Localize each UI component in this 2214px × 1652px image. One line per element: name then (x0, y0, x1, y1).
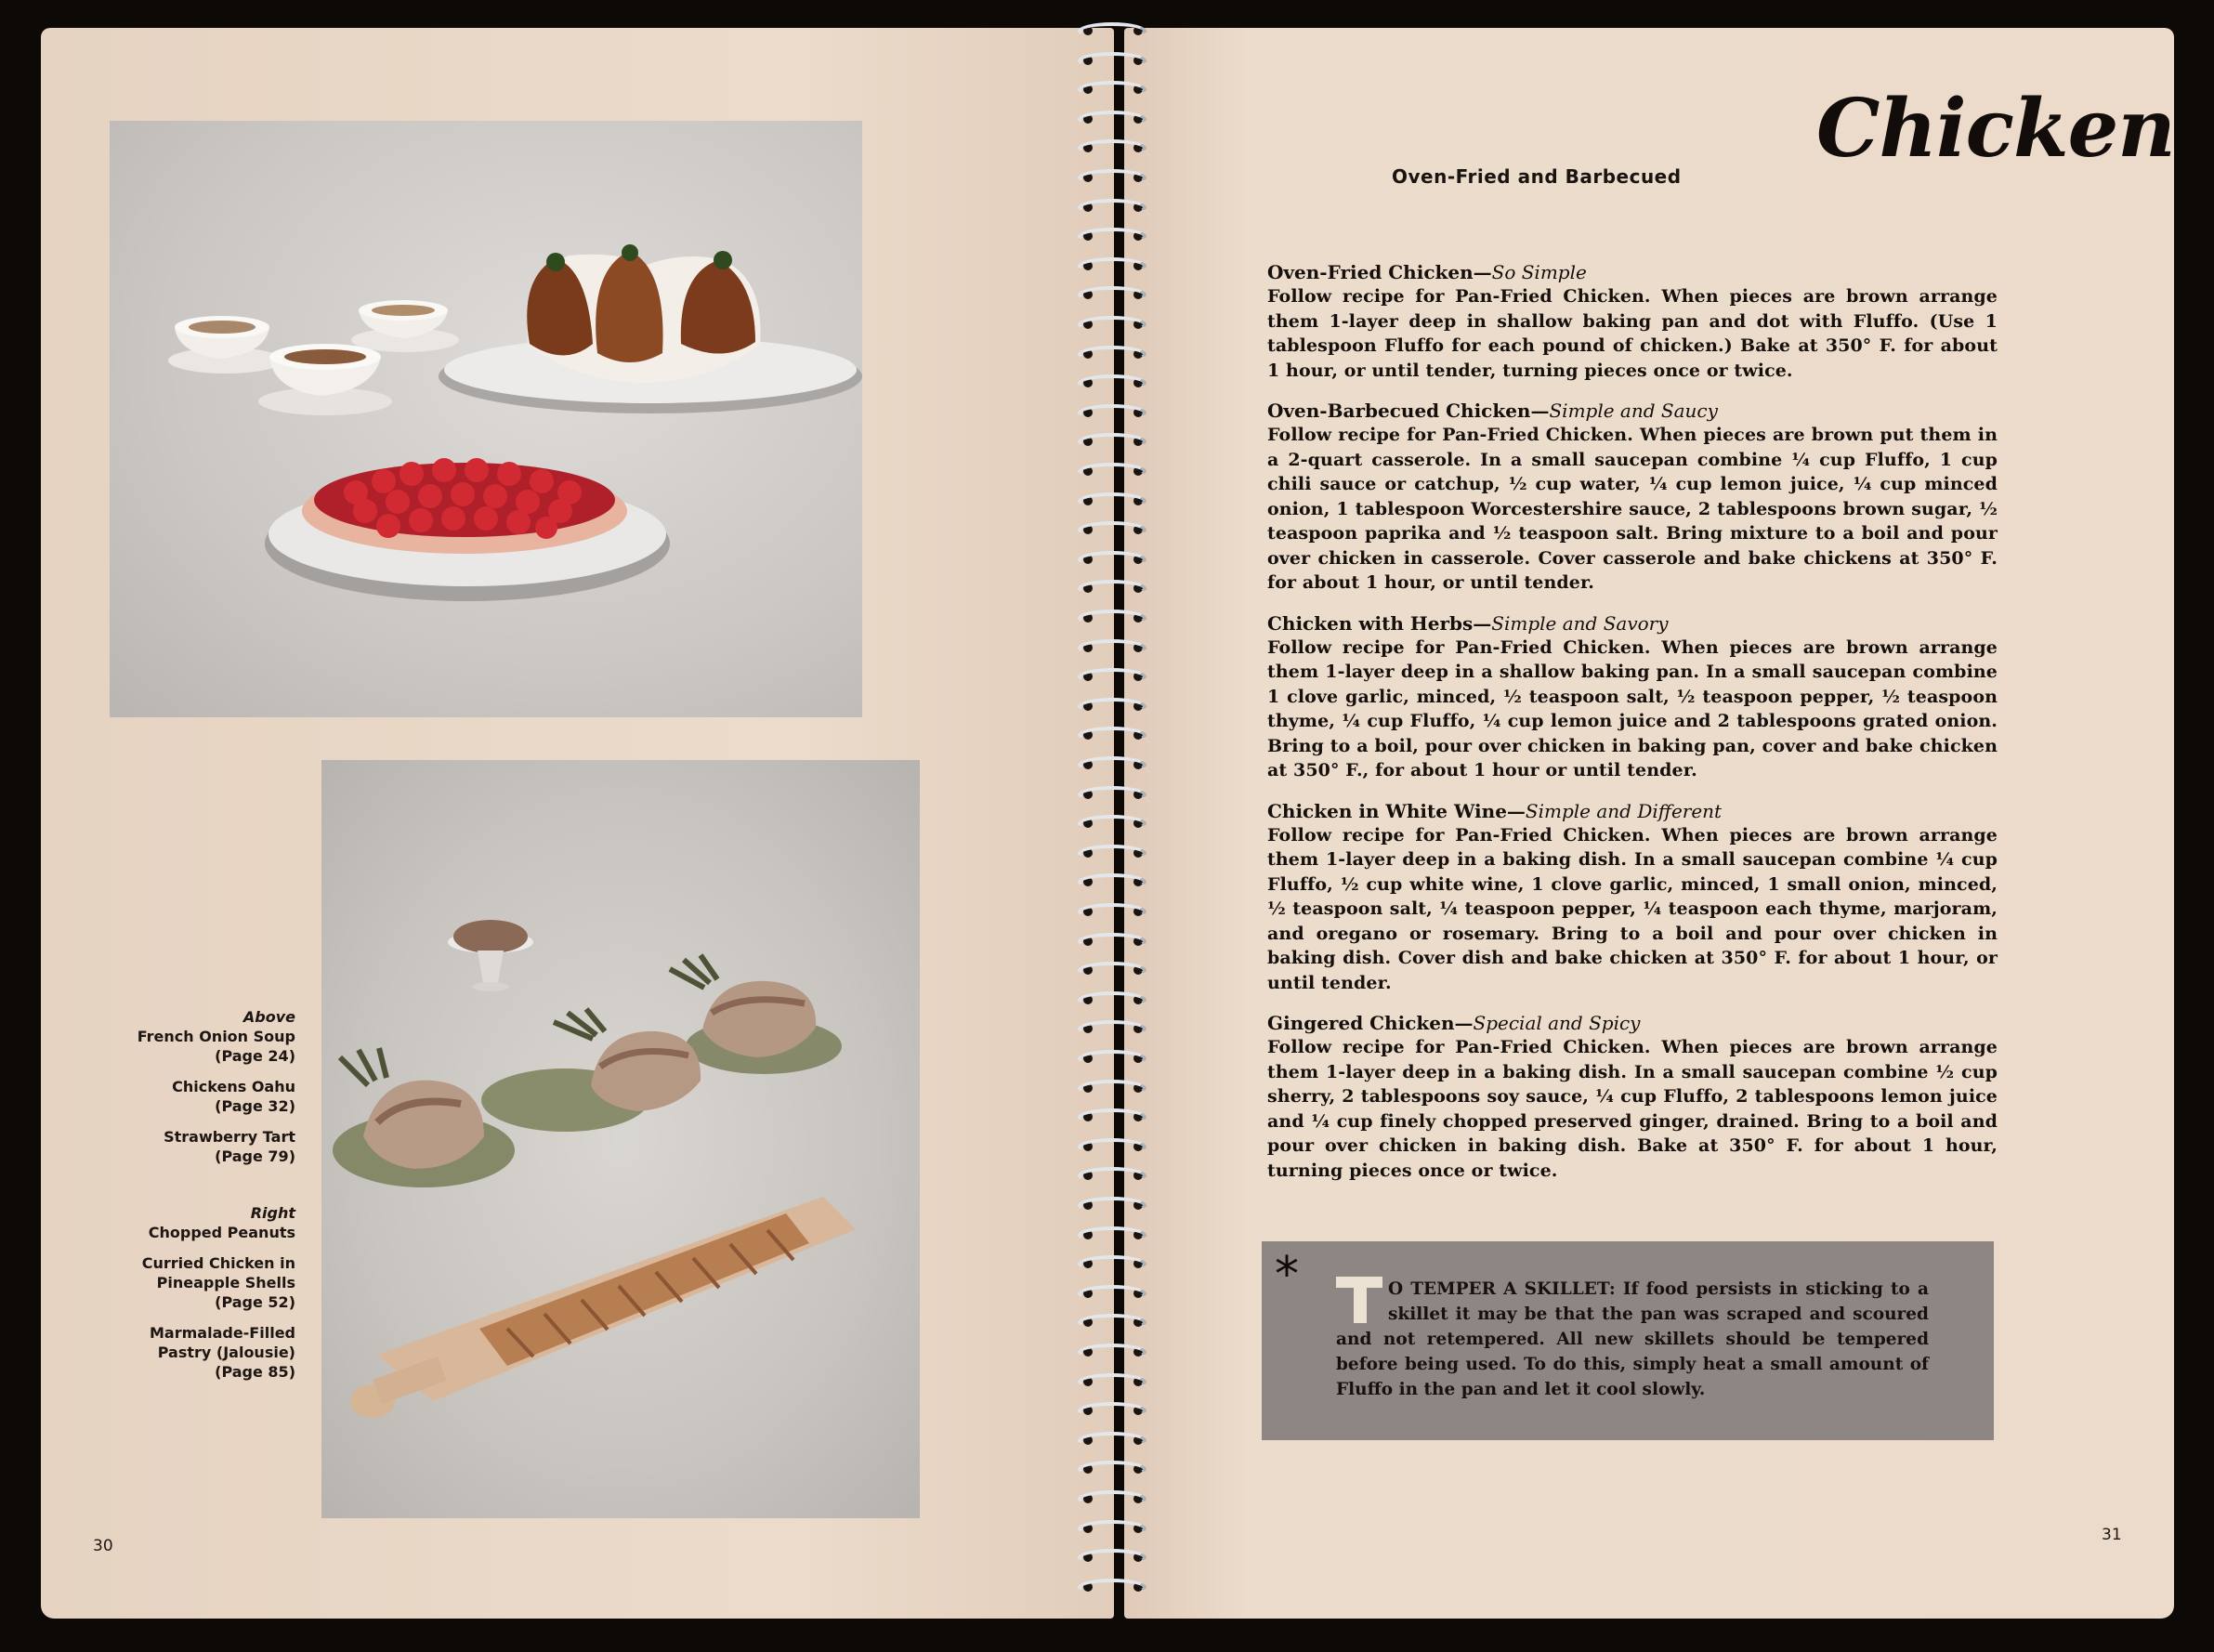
recipe-tagline: Special and Spicy (1473, 1012, 1641, 1034)
spiral-coil (1068, 256, 1152, 276)
spiral-coil (1068, 373, 1152, 393)
spiral-coil (1068, 1048, 1152, 1069)
tip-text (1336, 1277, 1929, 1402)
spiral-coil (1068, 1547, 1152, 1567)
spiral-coil (1068, 1165, 1152, 1186)
spiral-coil (1068, 666, 1152, 687)
recipe-text: Follow recipe for Pan-Fried Chicken. When pieces are brown arrange them 1-layer deep in shallow baking pan and dot with Fluffo. (Use 1 tablespoon Fluffo for each pound of chicken.) Bake at 350° F. for about 1 hour, or until tender, turning pieces once or twice. (1267, 286, 1998, 381)
recipe-text: Follow recipe for Pan-Fried Chicken. When pieces are brown arrange them 1-layer deep in a baking dish. In a small saucepan combine ¼ cup Fluffo, ½ cup white wine, 1 clove garlic, minced, 1 small onion, minced, ½ teaspoon salt, ¼ teaspoon pepper, ¼ teaspoon each thyme, marjoram, and oregano or rosemary. Bring to a boil and pour over chicken in baking dish. Cover dish and bake chicken at 350° F. for about 1 hour, or until tender. (1267, 824, 1998, 993)
recipe-tagline: Simple and Saucy (1549, 400, 1718, 422)
caption-item: Curried Chicken in (141, 1254, 295, 1272)
spiral-coil (1068, 167, 1152, 188)
spiral-coil (1068, 1577, 1152, 1597)
spiral-coil (1068, 20, 1152, 41)
tip-lead: O TEMPER A SKILLET: (1388, 1279, 1616, 1299)
spiral-coil (1068, 1136, 1152, 1157)
caption-page: (Page 24) (215, 1047, 295, 1065)
spiral-coil (1068, 872, 1152, 892)
caption-item: Pastry (Jalousie) (157, 1344, 295, 1361)
spiral-binding (1068, 20, 1166, 1628)
recipe-tagline: Simple and Savory (1491, 611, 1669, 635)
recipe-oven-barbecued: Oven-Barbecued Chicken—Simple and Saucy Follow recipe for Pan-Fried Chicken. When pieces are brown put them in a 2-quart casserole. In a small saucepan combine ¼ cup Fluffo, 1 cup chili sauce or catchup, ½ cup water, ¼ cup lemon juice, ¼ cup minced onion, 1 tablespoon Worcestershire sauce, 2 tablespoons brown sugar, ½ teaspoon paprika and ½ teaspoon salt. Bring mixture to a boil and pour over chicken in casserole. Cover casserole and bake chickens at 350° F. for about 1 hour, or until tender. (1267, 399, 1998, 596)
recipe-name: Oven-Fried Chicken (1267, 261, 1474, 283)
recipe-gingered: Gingered Chicken—Special and Spicy Follow recipe for Pan-Fried Chicken. When pieces are brown arrange them 1-layer deep in a baking dish. In a small saucepan combine ½ cup sherry, 2 tablespoons soy sauce, ¼ cup Fluffo, 2 tablespoons lemon juice and ¼ cup finely chopped preserved ginger, drained. Bring to a boil and pour over chicken in baking dish. Bake at 350° F. for about 1 hour, turning pieces once or twice. (1267, 1011, 1998, 1183)
caption-item: Pineapple Shells (156, 1274, 295, 1291)
spiral-coil (1068, 696, 1152, 716)
spiral-coil (1068, 813, 1152, 833)
spiral-coil (1068, 284, 1152, 305)
caption-page: (Page 32) (215, 1097, 295, 1115)
spiral-coil (1068, 1078, 1152, 1098)
spiral-coil (1068, 109, 1152, 129)
recipe-tagline: So Simple (1491, 261, 1587, 283)
spiral-coil (1068, 578, 1152, 598)
spiral-coil (1068, 226, 1152, 246)
dropcap-t-icon (1336, 1277, 1382, 1323)
recipe-white-wine: Chicken in White Wine—Simple and Different Follow recipe for Pan-Fried Chicken. When pieces are brown arrange them 1-layer deep in a baking dish. In a small saucepan combine ¼ cup Fluffo, ½ cup white wine, 1 clove garlic, minced, 1 small onion, minced, ½ teaspoon salt, ¼ teaspoon pepper, ¼ teaspoon each thyme, marjoram, and oregano or rosemary. Bring to a boil and pour over chicken in baking dish. Cover dish and bake chicken at 350° F. for about 1 hour, or until tender. (1267, 799, 1998, 996)
tip-box (1262, 1241, 1994, 1440)
recipe-text: Follow recipe for Pan-Fried Chicken. When pieces are brown put them in a 2-quart casserole. In a small saucepan combine ¼ cup Fluffo, 1 cup chili sauce or catchup, ½ cup water, ¼ cup lemon juice, ¼ cup minced onion, 1 tablespoon Worcestershire sauce, 2 tablespoons brown sugar, ½ teaspoon paprika and ½ teaspoon salt. Bring mixture to a boil and pour over chicken in casserole. Cover casserole and bake chickens at 350° F. for about 1 hour, or until tender. (1267, 425, 1998, 593)
spiral-coil (1068, 314, 1152, 334)
caption-item: Chickens Oahu (172, 1078, 295, 1095)
spiral-coil (1068, 784, 1152, 805)
section-title: Chicken (1816, 82, 2175, 176)
caption-item: Chopped Peanuts (148, 1224, 295, 1241)
spiral-coil (1068, 990, 1152, 1010)
spiral-coil (1068, 843, 1152, 863)
spiral-coil (1068, 960, 1152, 980)
spiral-coil (1068, 491, 1152, 511)
recipe-herbs: Chicken with Herbs—Simple and Savory Follow recipe for Pan-Fried Chicken. When pieces are brown arrange them 1-layer deep in a shallow baking pan. In a small saucepan combine 1 clove garlic, minced, ½ teaspoon salt, ½ teaspoon pepper, ½ teaspoon thyme, ¼ cup Fluffo, ¼ cup lemon juice and 2 tablespoons grated onion. Bring to a boil, pour over chicken in baking pan, cover and bake chicken at 350° F., for about 1 hour or until tender. (1267, 611, 1998, 783)
spiral-coil (1068, 549, 1152, 570)
spiral-coil (1068, 1225, 1152, 1245)
spiral-coil (1068, 1400, 1152, 1421)
recipe-name: Oven-Barbecued Chicken (1267, 400, 1531, 422)
photo-captions (111, 1007, 295, 1382)
spiral-coil (1068, 197, 1152, 217)
spiral-coil (1068, 754, 1152, 775)
asterisk-icon: * (1275, 1247, 1299, 1303)
recipe-text: Follow recipe for Pan-Fried Chicken. When pieces are brown arrange them 1-layer deep in a shallow baking pan. In a small saucepan combine 1 clove garlic, minced, ½ teaspoon salt, ½ teaspoon pepper, ½ teaspoon thyme, ¼ cup Fluffo, ¼ cup lemon juice and 2 tablespoons grated onion. Bring to a boil, pour over chicken in baking pan, cover and bake chicken at 350° F., for about 1 hour or until tender. (1267, 636, 1998, 780)
spiral-coil (1068, 519, 1152, 540)
spiral-coil (1068, 50, 1152, 71)
spiral-coil (1068, 1107, 1152, 1127)
recipe-name: Chicken in White Wine (1267, 799, 1507, 822)
recipe-oven-fried: Oven-Fried Chicken—So Simple Follow recipe for Pan-Fried Chicken. When pieces are brown arrange them 1-layer deep in shallow baking pan and dot with Fluffo. (Use 1 tablespoon Fluffo for each pound of chicken.) Bake at 350° F. for about 1 hour, or until tender, turning pieces once or twice. (1267, 260, 1998, 383)
spiral-coil (1068, 1283, 1152, 1304)
recipe-list (1267, 260, 1998, 1199)
spiral-coil (1068, 1312, 1152, 1332)
spiral-coil (1068, 344, 1152, 364)
spiral-coil (1068, 1195, 1152, 1215)
caption-item: Strawberry Tart (164, 1128, 295, 1146)
tip-body: If food persists in sticking to a skillet it may be that the pan was scraped and scoured and not retempered. All new skillets should be tempered before being used. To do this, simply heat a small amount of Fluffo in the pan and let it cool slowly. (1336, 1279, 1929, 1399)
caption-item: Marmalade-Filled (150, 1324, 295, 1342)
spiral-coil (1068, 1518, 1152, 1539)
spiral-coil (1068, 637, 1152, 658)
spiral-coil (1068, 725, 1152, 745)
spiral-coil (1068, 1430, 1152, 1450)
section-subtitle: Oven-Fried and Barbecued (1392, 165, 1682, 188)
spiral-coil (1068, 431, 1152, 452)
food-photo-peanuts-pineapple-pastry (321, 760, 920, 1518)
page-number-right: 31 (2102, 1526, 2122, 1544)
spiral-coil (1068, 402, 1152, 423)
recipe-text: Follow recipe for Pan-Fried Chicken. When pieces are brown arrange them 1-layer deep in a baking dish. In a small saucepan combine ½ cup sherry, 2 tablespoons soy sauce, ¼ cup Fluffo, 2 tablespoons lemon juice and ¼ cup finely chopped preserved ginger, drained. Bring to a boil and pour over chicken in baking dish. Bake at 350° F. for about 1 hour, turning pieces once or twice. (1267, 1037, 1998, 1181)
caption-right-heading: Right (250, 1204, 295, 1222)
caption-above-heading: Above (242, 1008, 295, 1026)
food-photo-soup-chicken-tart (110, 121, 862, 717)
caption-page: (Page 52) (215, 1293, 295, 1311)
spiral-coil (1068, 1459, 1152, 1479)
spiral-coil (1068, 1253, 1152, 1274)
spiral-coil (1068, 608, 1152, 628)
recipe-tagline: Simple and Different (1525, 799, 1723, 822)
spiral-coil (1068, 1018, 1152, 1039)
spiral-coil (1068, 1488, 1152, 1509)
spiral-coil (1068, 931, 1152, 951)
spiral-coil (1068, 461, 1152, 481)
spiral-coil (1068, 901, 1152, 922)
caption-page: (Page 79) (215, 1147, 295, 1165)
recipe-name: Chicken with Herbs (1267, 611, 1474, 635)
page-number-left: 30 (93, 1537, 113, 1555)
caption-item: French Onion Soup (137, 1028, 295, 1045)
spiral-coil (1068, 79, 1152, 99)
spiral-coil (1068, 138, 1152, 158)
spiral-coil (1068, 1342, 1152, 1362)
spiral-coil (1068, 1371, 1152, 1392)
caption-page: (Page 85) (215, 1363, 295, 1381)
recipe-name: Gingered Chicken (1267, 1012, 1455, 1034)
